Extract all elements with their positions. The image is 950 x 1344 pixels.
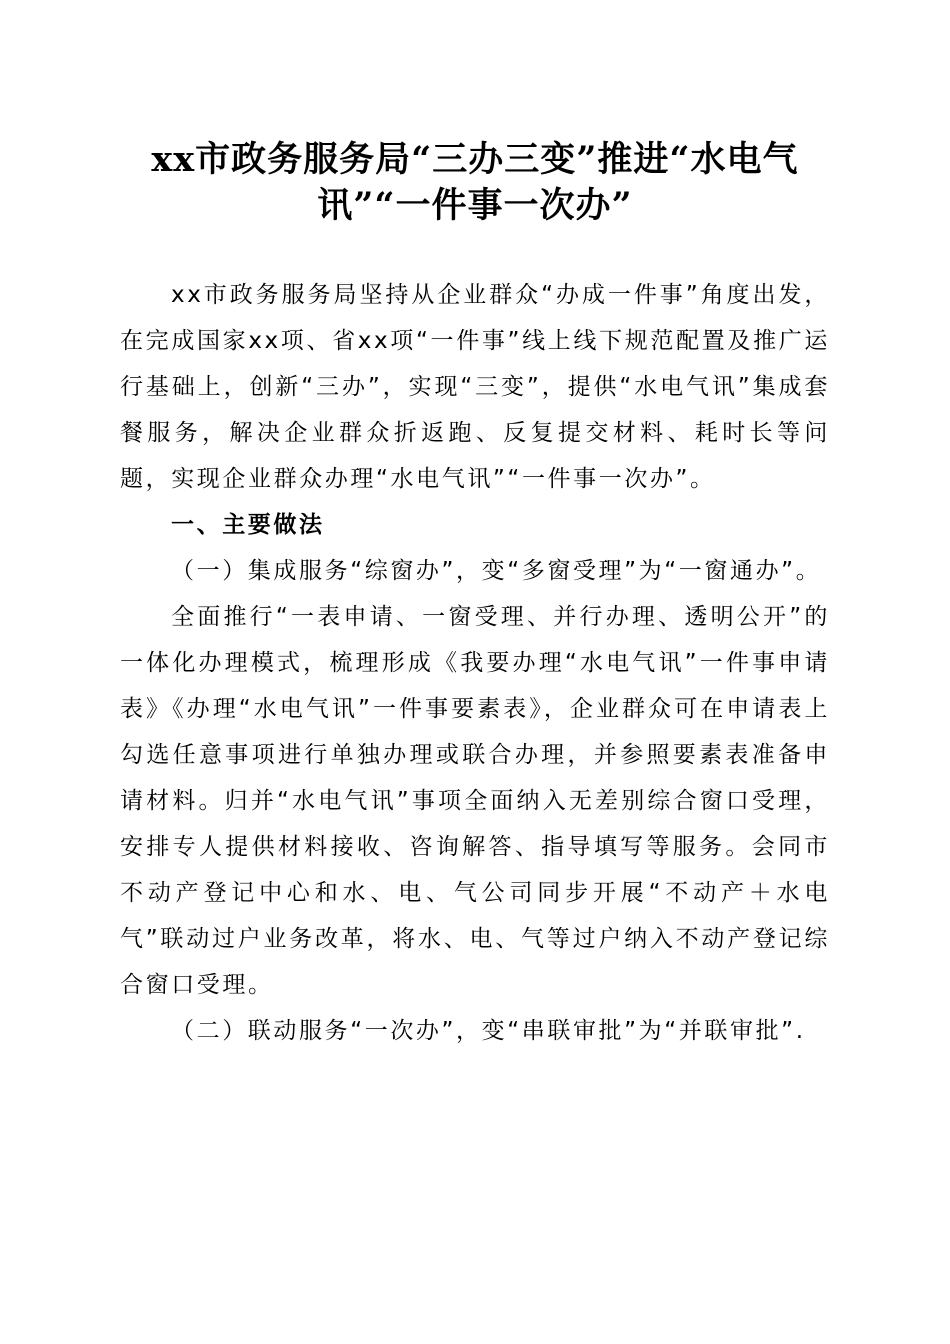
title-line-2: 讯”“一件事一次办” — [317, 185, 633, 226]
subsection-heading-2: （二）联动服务“一次办”，变“串联审批”为“并联审批”. — [171, 1018, 806, 1044]
intro-paragraph: xx市政务服务局坚持从企业群众“办成一件事”角度出发，在完成国家xx项、省xx项“一件事”线上线下规范配置及推广运行基础上，创新“三办”，实现“三变”，提供“水电气讯”集成套餐服务，解决企业群众折返跑、反复提交材料、耗时长等问题，实现企业群众办理“水电气讯”“一件事一次办”。 — [120, 282, 830, 492]
document-body — [120, 272, 830, 1054]
title-line-1: xx市政务服务局“三办三变”推进“水电气 — [151, 139, 799, 180]
document-title — [100, 137, 850, 229]
subsection-heading-1: （一）集成服务“综窗办”，变“多窗受理”为“一窗通办”。 — [171, 558, 822, 584]
subsection-body-1: 全面推行“一表申请、一窗受理、并行办理、透明公开”的一体化办理模式，梳理形成《我要办理“水电气讯”一件事申请表》《办理“水电气讯”一件事要素表》，企业群众可在申请表上勾选任意事项进行单独办理或联合办理，并参照要素表准备申请材料。归并“水电气讯”事项全面纳入无差别综合窗口受理，安排专人提供材料接收、咨询解答、指导填写等服务。会同市不动产登记中心和水、电、气公司同步开展“不动产＋水电气”联动过户业务改革，将水、电、气等过户纳入不动产登记综合窗口受理。 — [120, 604, 830, 998]
section-heading: 一、主要做法 — [171, 512, 325, 538]
